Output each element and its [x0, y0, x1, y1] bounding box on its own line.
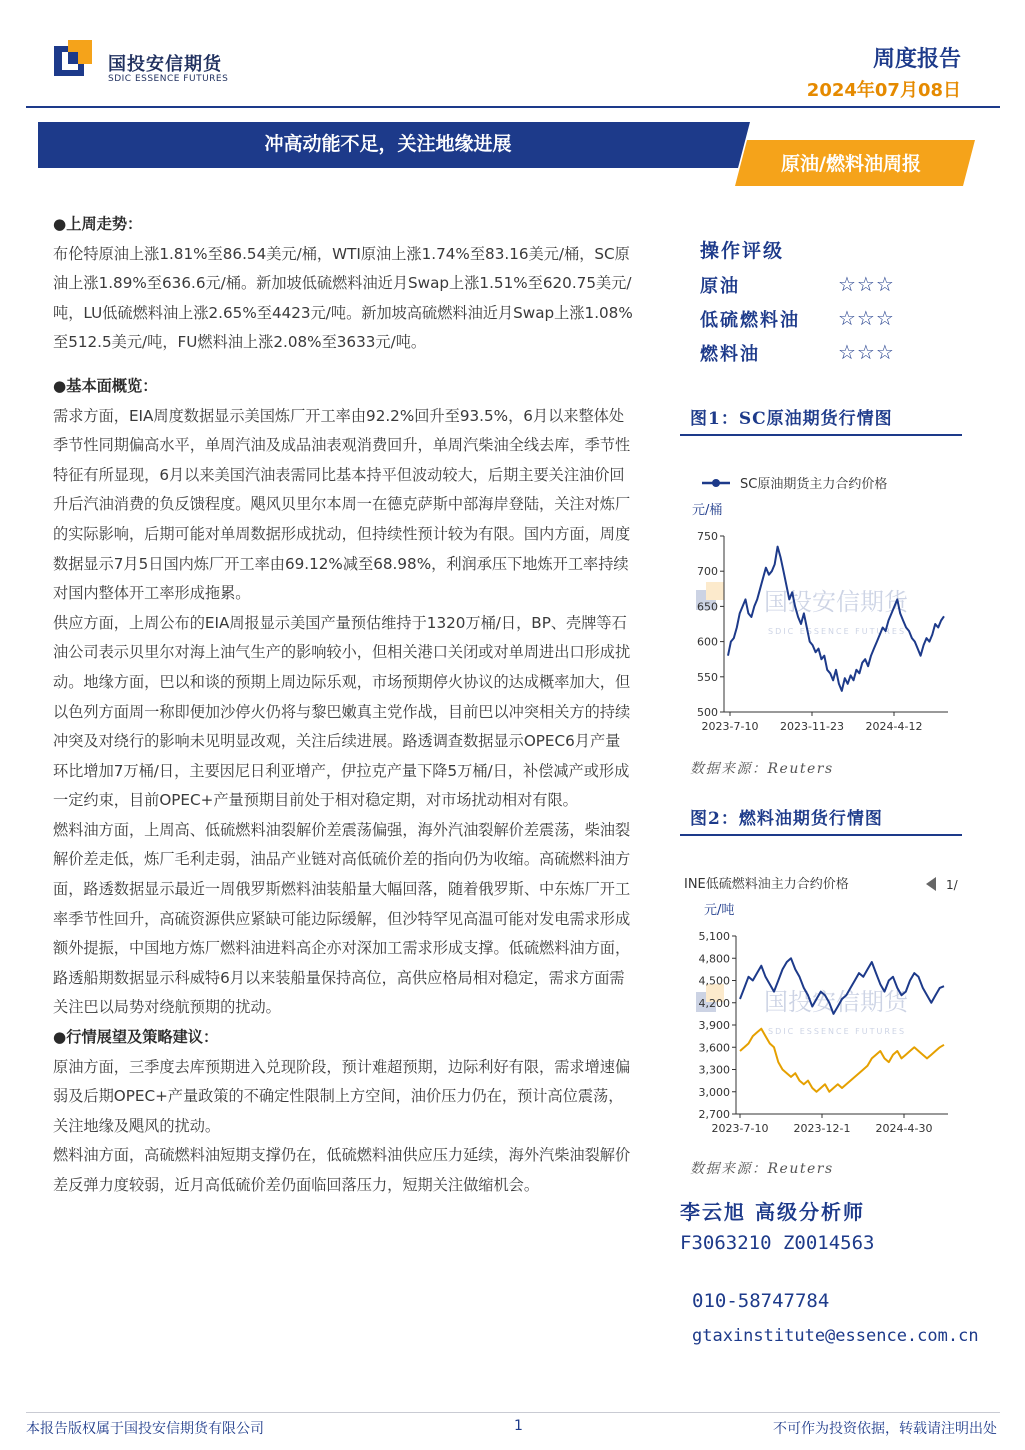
series-line-1: [740, 1029, 944, 1092]
legend-page-indicator: 1/: [946, 878, 958, 892]
watermark-cn: 国投安信期货: [764, 988, 908, 1016]
figure-1-title: 图1：SC原油期货行情图: [690, 409, 893, 429]
chart-watermark: [696, 582, 910, 636]
analyst-name: 李云旭 高级分析师: [680, 1200, 865, 1224]
y-tick-label: 4,800: [698, 952, 730, 966]
figure-2-title: 图2：燃料油期货行情图: [690, 809, 883, 829]
y-tick-label: 4,500: [698, 974, 730, 988]
legend-label: SC原油期货主力合约价格: [740, 477, 888, 492]
report-subtitle: 原油/燃料油周报: [781, 153, 921, 175]
paragraph-fuel-outlook: 燃料油方面，高硫燃料油短期支撑仍在，低硫燃料油供应压力延续，海外汽柴油裂解价差反弹力度较弱，近月高低硫价差仍面临回落压力，短期关注做缩机会。: [53, 1146, 631, 1194]
y-tick-label: 500: [697, 706, 718, 719]
paragraph-crude-outlook: 原油方面，三季度去库预期进入兑现阶段，预计难超预期，边际利好有限，需求增速偏弱及后期OPEC+产量政策的不确定性限制上方空间，油价压力仍在，预计高位震荡，关注地缘及飓风的扰动。: [53, 1057, 631, 1135]
figure-2-source: 数据来源：Reuters: [690, 1161, 834, 1177]
y-tick-label: 3,900: [698, 1019, 730, 1032]
x-tick-label: 2023-11-23: [780, 720, 844, 733]
section-heading-last-week: ●上周走势：: [53, 215, 143, 233]
star-rating-icon: ☆☆☆: [838, 306, 895, 330]
rating-label: 低硫燃料油: [700, 310, 800, 331]
company-logo-icon: [54, 40, 98, 84]
legend-label: INE低硫燃料油主力合约价格: [684, 877, 849, 892]
paragraph-fuel-oil: 燃料油方面，上周高、低硫燃料油裂解价差震荡偏强，海外汽油裂解价差震荡，柴油裂解价差走低，炼厂毛利走弱，油品产业链对高低硫价差的指向仍为收缩。高硫燃料油方面，路透数据显示最近一周俄罗斯燃料油装船量大幅回落，随着俄罗斯、中东炼厂开工率季节性回升，高硫资源供应紧缺可能边际缓解，但沙特罕见高温可能对发电需求形成额外提振，中国地方炼厂燃料油进料高企亦对深加工需求形成支撑。低硫燃料油方面，路透船期数据显示科威特6月以来装船量保持高位，高供应格局相对稳定，需求方面需关注巴以局势对绕航预期的扰动。: [53, 820, 631, 1017]
x-tick-label: 2024-4-30: [875, 1122, 933, 1135]
footer-disclaimer: 不可作为投资依据，转载请注明出处: [773, 1421, 997, 1437]
y-tick-label: 650: [697, 600, 718, 614]
y-tick-label: 600: [697, 635, 718, 649]
paragraph-demand: 需求方面，EIA周度数据显示美国炼厂开工率由92.2%回升至93.5%，6月以来整体处季节性同期偏高水平，单周汽油及成品油表观消费回升，单周汽柴油全线去库，季节性特征有所显现，6月以来美国汽油表需同比基本持平但波动较大，后期主要关注油价回升后汽油消费的负反馈程度。飓风贝里尔本周一在德克萨斯中部海岸登陆，关注对炼厂的实际影响，后期可能对单周数据形成扰动，但持续性预计较为有限。国内方面，周度数据显示7月5日国内炼厂开工率由69.12%减至68.98%，利润承压下地炼开工率持续对国内整体开工率形成拖累。: [53, 406, 631, 603]
section-heading-outlook: ●行情展望及策略建议：: [53, 1028, 219, 1047]
x-tick-label: 2023-12-1: [793, 1122, 851, 1135]
rating-row-fuel: [700, 340, 910, 366]
figure-2-divider: [680, 834, 962, 836]
watermark-cn: 国投安信期货: [764, 588, 908, 616]
y-axis-unit: 元/吨: [704, 903, 735, 918]
page-number: 1: [514, 1418, 523, 1434]
rating-row-crude: [700, 272, 910, 298]
chart-legend: [702, 476, 887, 492]
company-name-en: SDIC ESSENCE FUTURES: [108, 74, 229, 84]
y-tick-label: 3,000: [698, 1085, 730, 1099]
y-tick-label: 550: [697, 670, 718, 684]
y-tick-label: 750: [697, 530, 718, 543]
main-content: [53, 210, 635, 1201]
y-tick-label: 2,700: [698, 1108, 730, 1121]
rating-label: 燃料油: [700, 344, 760, 365]
report-type: 周度报告: [872, 47, 961, 72]
analyst-email[interactable]: gtaxinstitute@essence.com.cn: [692, 1326, 979, 1346]
rating-label: 原油: [700, 276, 740, 297]
chart-legend: [684, 876, 959, 892]
rating-row-lsfo: [700, 306, 910, 332]
watermark-en: SDIC ESSENCE FUTURES: [768, 627, 907, 636]
header-divider: [26, 106, 1000, 108]
company-name-cn: 国投安信期货: [108, 54, 222, 75]
sc-crude-chart: [680, 462, 962, 747]
paragraph-supply: 供应方面，上周公布的EIA周报显示美国产量预估维持于1320万桶/日，BP、壳牌等石油公司表示贝里尔对海上油气生产的影响较小，但相关港口关闭或对单周进出口形成扰动。地缘方面，巴以和谈的预期上周边际乐观，市场预期停火协议的达成概率加大，但以色列方面周一称即便加沙停火仍将与黎巴嫩真主党作战，目前巴以冲突相关方的持续冲突及对绕行的影响未见明显改观，关注后续进展。路透调查数据显示OPEC6月产量环比增加7万桶/日，主要因尼日利亚增产，伊拉克产量下降5万桶/日，补偿减产或形成一定约束，目前OPEC+产量预期目前处于相对稳定期，对市场扰动相对有限。: [53, 613, 631, 810]
star-rating-icon: ☆☆☆: [838, 340, 895, 364]
figure-1-source: 数据来源：Reuters: [690, 761, 834, 777]
x-tick-label: 2023-7-10: [701, 720, 759, 733]
analyst-phone: 010-58747784: [692, 1290, 830, 1312]
y-tick-label: 4,200: [698, 996, 730, 1010]
footer-divider: [26, 1412, 1000, 1413]
legend-prev-arrow-icon[interactable]: [926, 877, 936, 891]
x-tick-label: 2023-7-10: [711, 1122, 769, 1135]
analyst-cert: F3063210 Z0014563: [680, 1232, 875, 1254]
footer-copyright: 本报告版权属于国投安信期货有限公司: [26, 1421, 264, 1437]
fuel-oil-chart: [680, 862, 962, 1147]
y-tick-label: 5,100: [698, 930, 730, 943]
y-tick-label: 3,600: [698, 1041, 730, 1055]
x-tick-label: 2024-4-12: [865, 720, 923, 733]
section-heading-fundamentals: ●基本面概览：: [53, 376, 158, 395]
rating-title: 操作评级: [700, 240, 785, 262]
star-rating-icon: ☆☆☆: [838, 272, 895, 296]
y-tick-label: 3,300: [698, 1063, 730, 1077]
report-date: 2024年07月08日: [806, 80, 961, 101]
series-line-0: [728, 547, 944, 691]
y-axis-unit: 元/桶: [692, 503, 723, 518]
report-title: 冲高动能不足，关注地缘进展: [264, 133, 512, 155]
watermark-en: SDIC ESSENCE FUTURES: [768, 1027, 907, 1036]
paragraph-last-week: 布伦特原油上涨1.81%至86.54美元/桶，WTI原油上涨1.74%至83.16美元/桶，SC原油上涨1.89%至636.6元/桶。新加坡低硫燃料油近月Swap上涨1.51%至620.75美元/吨，LU低硫燃料油上涨2.65%至4423元/吨。新加坡高硫燃料油近月Swap上涨1.08%至512.5美元/吨，FU燃料油上涨2.08%至3633元/吨。: [53, 244, 633, 352]
y-tick-label: 700: [697, 565, 718, 579]
figure-1-divider: [680, 434, 962, 436]
